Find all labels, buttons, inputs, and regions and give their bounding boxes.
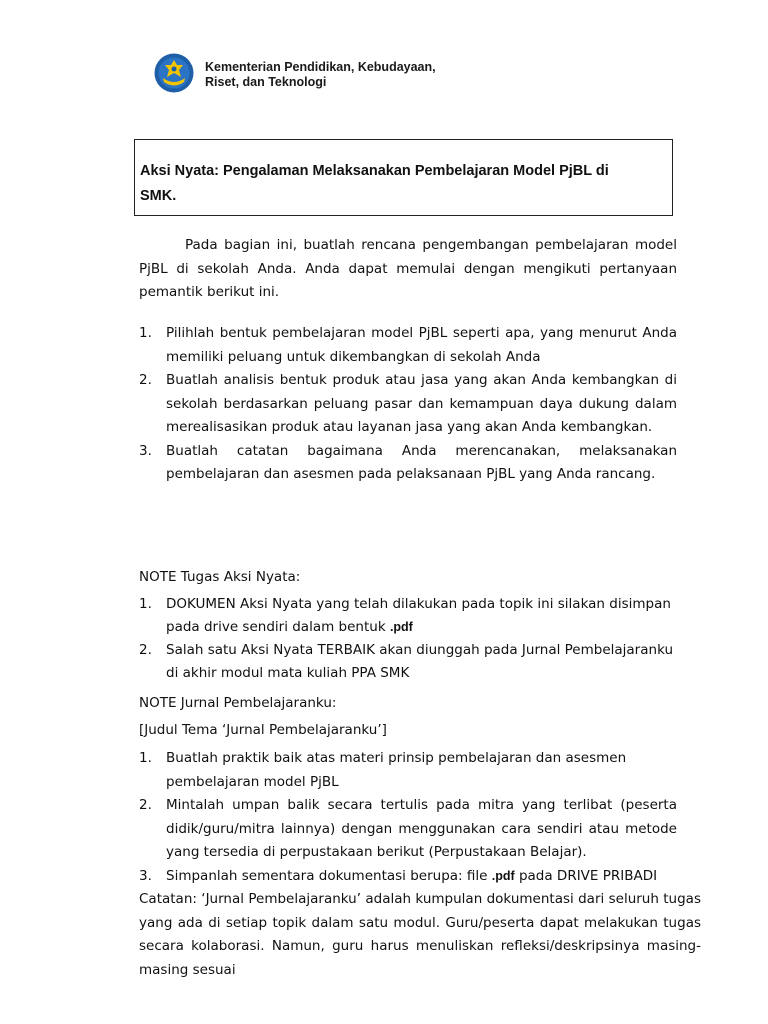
list-item-number: 3. [139,867,152,884]
list-item-number: 2. [139,642,152,658]
list-item [139,865,677,889]
list-item-number: 1. [139,596,152,612]
list-item-text: DOKUMEN Aksi Nyata yang telah dilakukan pada topik ini silakan disimpan pada drive sendiri dalam bentuk [166,596,671,635]
title-line1: Aksi Nyata: Pengalaman Melaksanakan Pembelajaran Model PjBL di [140,163,609,179]
list-item-text: Salah satu Aksi Nyata TERBAIK akan diunggah pada Jurnal Pembelajaranku di akhir modul mata kuliah PPA SMK [166,642,674,681]
note-jurnal-list [139,747,677,888]
list-item-text: Mintalah umpan balik secara tertulis pada mitra yang terlibat (peserta didik/guru/mitra lainnya) dengan menggunakan cara sendiri atau metode yang tersedia di perpustakaan berikut (Perpustakaan Belajar). [166,797,677,860]
list-item-number: 1. [139,325,152,341]
list-item [139,593,677,639]
ministry-logo-icon [154,53,194,93]
note-tugas-heading: NOTE Tugas Aksi Nyata: [139,569,301,585]
list-item [139,639,677,685]
ministry-name-line1: Kementerian Pendidikan, Kebudayaan, [205,60,436,74]
list-item-text: Buatlah catatan bagaimana Anda merencanakan, melaksanakan pembelajaran dan asesmen pada pelaksanaan PjBL yang Anda rancang. [166,442,677,482]
note-tugas-list [139,593,677,685]
ministry-name-line2: Riset, dan Teknologi [205,75,327,89]
list-item-number: 2. [139,797,152,813]
list-item-text-after: pada DRIVE PRIBADI [514,867,658,884]
note-jurnal-heading: NOTE Jurnal Pembelajaranku: [139,695,337,711]
list-item [139,322,677,369]
list-item-text: Simpanlah sementara dokumentasi berupa: file [166,867,492,884]
ministry-name [205,60,436,90]
list-item [139,369,677,440]
list-item-text: Pilihlah bentuk pembelajaran model PjBL seperti apa, yang menurut Anda memiliki peluang untuk dikembangkan di sekolah Anda [166,325,677,365]
pdf-extension-label: .pdf [389,620,413,634]
title-box [134,139,673,216]
list-item-text: Buatlah praktik baik atas materi prinsip pembelajaran dan asesmen pembelajaran model PjBL [166,750,627,790]
question-list [139,322,677,487]
list-item-number: 1. [139,750,152,766]
list-item [139,794,677,865]
list-item [139,747,677,794]
list-item-number: 3. [139,442,152,459]
pdf-extension-label: .pdf [491,868,515,883]
title-line2: SMK. [140,188,177,204]
list-item-text: Buatlah analisis bentuk produk atau jasa yang akan Anda kembangkan di sekolah berdasarkan peluang pasar dan kemampuan daya dukung dalam merealisasikan produk atau layanan jasa yang akan Anda kembangkan. [166,372,677,435]
list-item [139,440,677,487]
list-item-number: 2. [139,372,152,388]
note-jurnal-subheading: [Judul Tema ‘Jurnal Pembelajaranku’] [139,722,387,738]
catatan-paragraph: Catatan: ‘Jurnal Pembelajaranku’ adalah kumpulan dokumentasi dari seluruh tugas yang ada di setiap topik dalam satu modul. Guru/peserta dapat melakukan tugas secara kolaborasi. Namun, guru harus menuliskan refleksi/deskripsinya masing-masing sesuai [139,891,701,978]
intro-paragraph: Pada bagian ini, buatlah rencana pengembangan pembelajaran model PjBL di sekolah Anda. Anda dapat memulai dengan mengikuti pertanyaan pemantik berikut ini. [139,237,677,300]
